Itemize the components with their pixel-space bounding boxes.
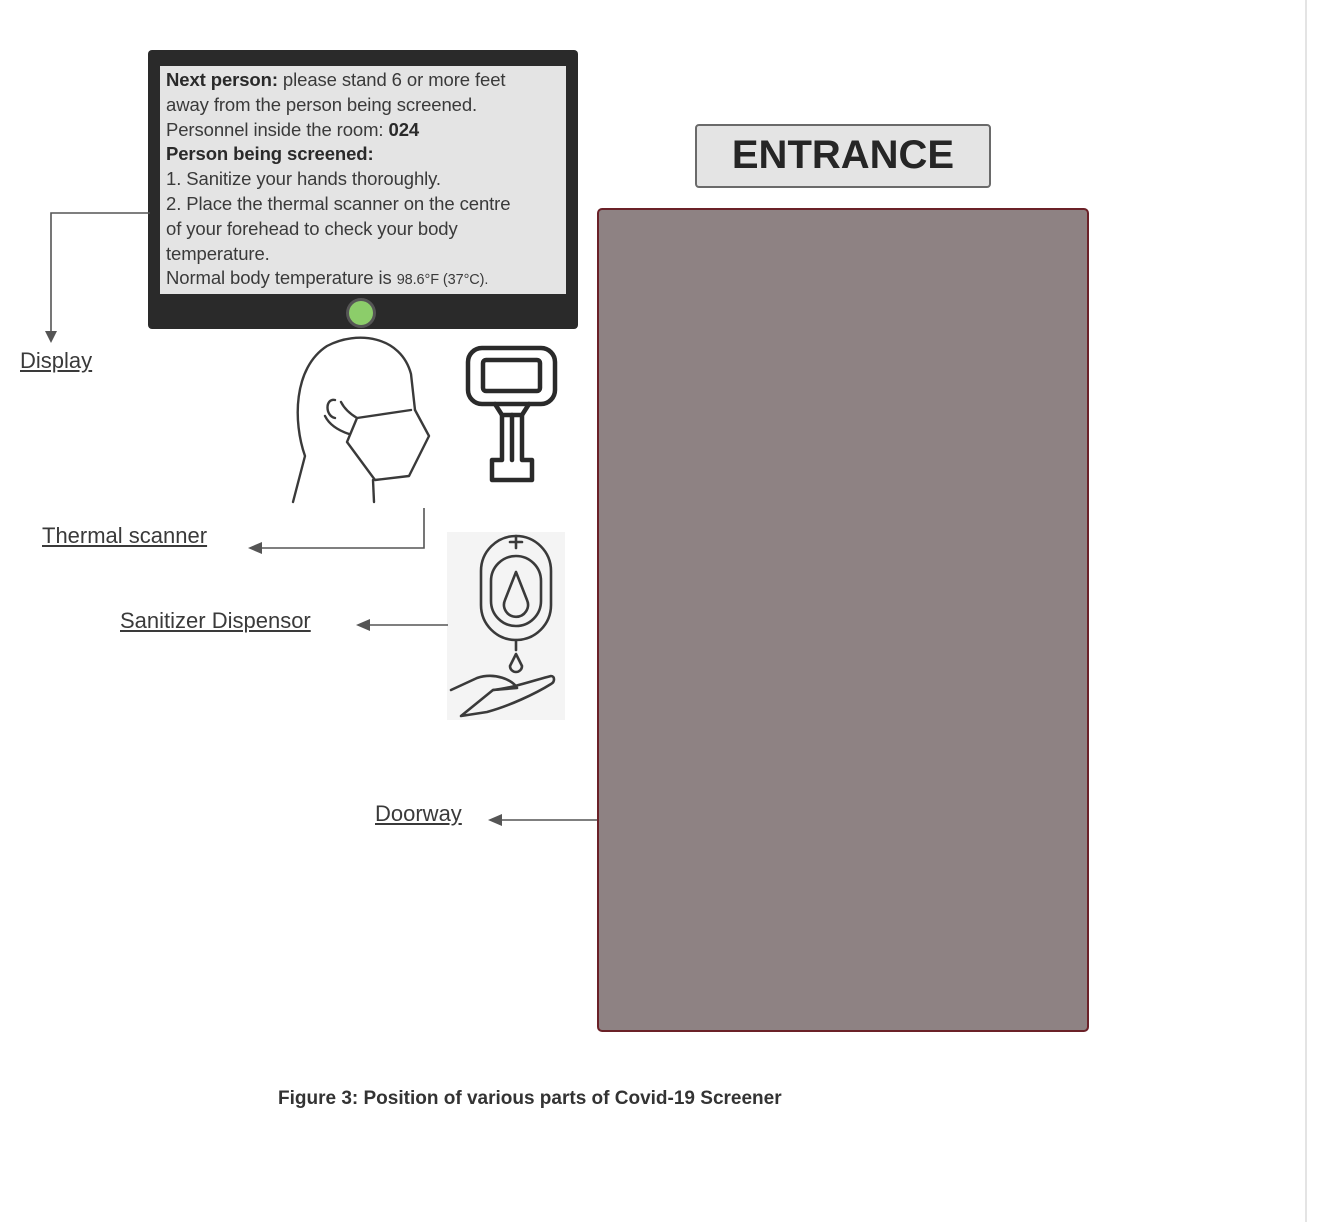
thermal-scanner-label: Thermal scanner: [42, 523, 208, 548]
figure-caption: Figure 3: Position of various parts of Covid-19 Screener: [278, 1088, 782, 1109]
normal-temp-label: Normal body temperature is: [166, 267, 397, 289]
doorway-arrowhead: [488, 814, 502, 826]
instruction-2: 2. Place the thermal scanner on the centre: [166, 192, 511, 214]
personnel-count: 024: [388, 118, 420, 140]
next-person-text: please stand 6 or more feet: [277, 69, 506, 90]
normal-temp-value: 98.6°F (37°C).: [396, 272, 489, 289]
display-arrowhead: [45, 331, 57, 343]
sanitizer-arrowhead: [356, 619, 370, 631]
doorway-label: Doorway: [375, 801, 462, 826]
next-person-text-2: away from the person being screened.: [166, 93, 478, 115]
display-label: Display: [20, 348, 93, 373]
personnel-label: Personnel inside the room:: [166, 118, 389, 140]
instruction-2-end: temperature.: [166, 242, 270, 264]
next-person-heading: Next person:: [166, 69, 278, 90]
screened-heading: Person being screened:: [166, 143, 374, 165]
sanitizer-dispensor-label: Sanitizer Dispensor: [120, 608, 311, 633]
entrance-sign: ENTRANCE: [695, 124, 991, 188]
display-connector: [51, 213, 150, 334]
instruction-2-cont: of your forehead to check your body: [166, 217, 458, 239]
thermal-scanner-arrowhead: [248, 542, 262, 554]
instruction-1: 1. Sanitize your hands thoroughly.: [166, 168, 441, 190]
thermal-scanner-connector: [258, 508, 424, 548]
